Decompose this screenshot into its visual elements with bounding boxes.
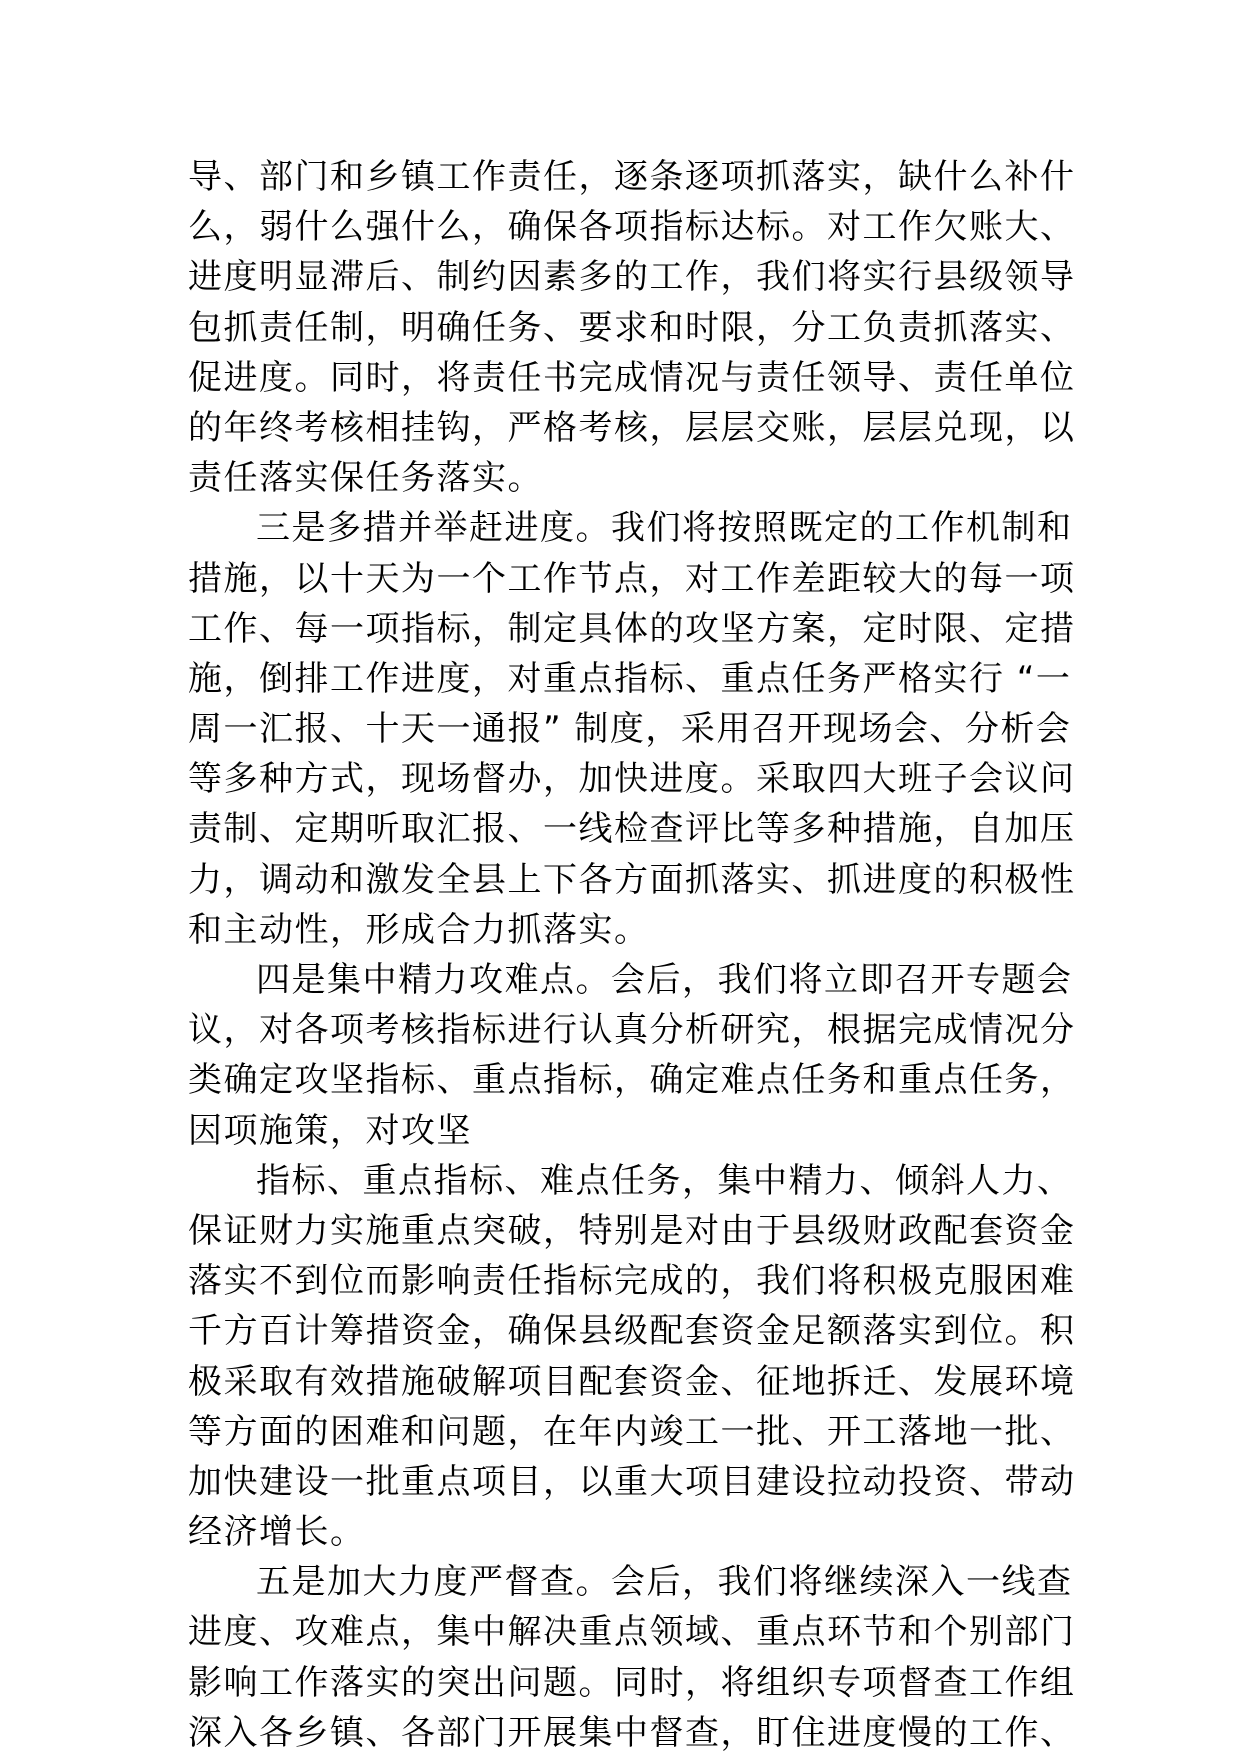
text-line-5: 促进度。同时，将责任书完成情况与责任领导、责任单位 xyxy=(188,357,1076,398)
text-line-6: 的年终考核相挂钩，严格考核，层层交账，层层兑现，以 xyxy=(188,407,1076,448)
text-line-3: 进度明显滞后、制约因素多的工作，我们将实行县级领导 xyxy=(188,257,1076,298)
text-line-30: 进度、攻难点，集中解决重点领域、重点环节和个别部门 xyxy=(188,1612,1076,1653)
text-line-15: 力，调动和激发全县上下各方面抓落实、抓进度的积极性 xyxy=(188,859,1076,900)
text-line-1: 导、部门和乡镇工作责任，逐条逐项抓落实，缺什么补什 xyxy=(188,157,1076,197)
text-line-22: 保证财力实施重点突破，特别是对由于县级财政配套资金 xyxy=(188,1210,1076,1251)
text-line-31: 影响工作落实的突出问题。同时，将组织专项督查工作组 xyxy=(188,1662,1076,1703)
paragraph-four-heading-line: 四是集中精力攻难点。会后，我们将立即召开专题会 xyxy=(256,960,1073,1000)
text-line-27: 加快建设一批重点项目，以重大项目建设拉动投资、带动 xyxy=(188,1461,1076,1502)
text-line-23: 落实不到位而影响责任指标完成的，我们将积极克服困难 xyxy=(188,1261,1076,1302)
text-line-18: 议，对各项考核指标进行认真分析研究，根据完成情况分 xyxy=(188,1010,1076,1051)
text-line-32: 深入各乡镇、各部门开展集中督查，盯住进度慢的工作、 xyxy=(188,1712,1076,1753)
text-line-11: 施，倒排工作进度，对重点指标、重点任务严格实行 “一 xyxy=(188,658,1072,699)
text-line-25: 极采取有效措施破解项目配套资金、征地拆迁、发展环境 xyxy=(188,1361,1076,1402)
text-line-24: 千方百计筹措资金，确保县级配套资金足额落实到位。积 xyxy=(188,1311,1076,1352)
text-line-7: 责任落实保任务落实。 xyxy=(188,458,543,499)
text-line-28: 经济增长。 xyxy=(188,1512,366,1553)
text-line-4: 包抓责任制，明确任务、要求和时限，分工负责抓落实、 xyxy=(188,307,1076,348)
text-line-20: 因项施策，对攻坚 xyxy=(188,1110,472,1151)
text-line-26: 等方面的困难和问题，在年内竣工一批、开工落地一批、 xyxy=(188,1411,1076,1452)
paragraph-three-heading-line: 三是多措并举赶进度。我们将按照既定的工作机制和 xyxy=(256,508,1073,549)
text-line-19: 类确定攻坚指标、重点指标，确定难点任务和重点任务， xyxy=(188,1060,1076,1101)
text-line-16: 和主动性，形成合力抓落实。 xyxy=(188,909,650,950)
text-line-9: 措施，以十天为一个工作节点，对工作差距较大的每一项 xyxy=(188,558,1076,599)
text-line-10: 工作、每一项指标，制定具体的攻坚方案，定时限、定措 xyxy=(188,608,1076,649)
document-body xyxy=(188,152,1076,1758)
paragraph-five-heading-line: 五是加大力度严督查。会后，我们将继续深入一线查 xyxy=(256,1562,1073,1603)
text-line-2: 么，弱什么强什么，确保各项指标达标。对工作欠账大、 xyxy=(188,207,1076,248)
paragraph-continuation-line: 指标、重点指标、难点任务，集中精力、倾斜人力、 xyxy=(256,1160,1073,1201)
text-line-12: 周一汇报、十天一通报” 制度，采用召开现场会、分析会 xyxy=(188,709,1072,750)
text-line-13: 等多种方式，现场督办，加快进度。采取四大班子会议问 xyxy=(188,759,1076,800)
text-line-14: 责制、定期听取汇报、一线检查评比等多种措施，自加压 xyxy=(188,809,1076,850)
